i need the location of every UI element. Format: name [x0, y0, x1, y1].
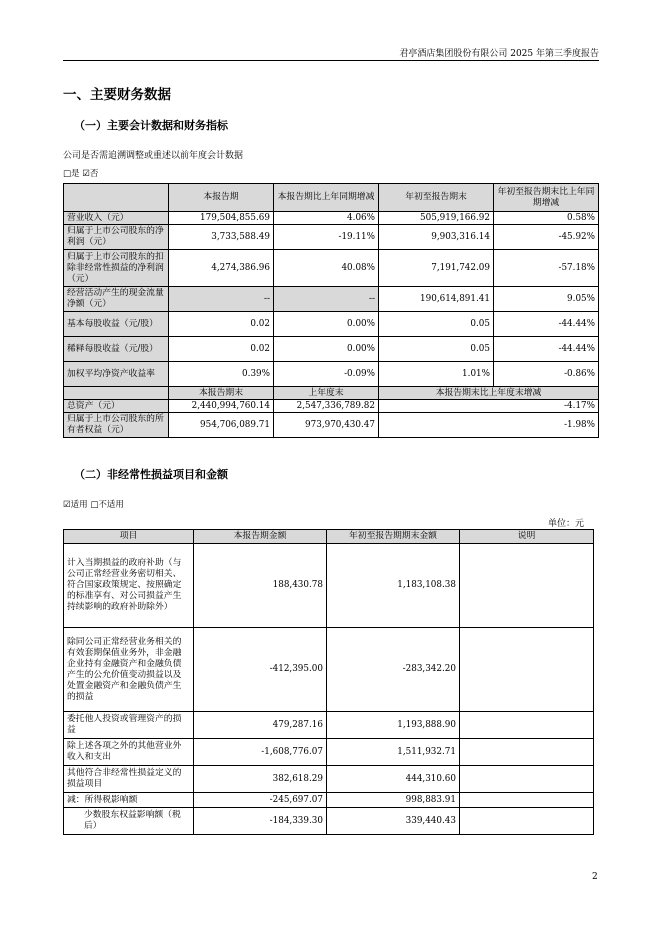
- table-header-cell: 年初至报告期末: [379, 184, 494, 212]
- row-label: 基本每股收益（元/股）: [64, 312, 169, 337]
- row-label: 稀释每股收益（元/股）: [64, 337, 169, 362]
- retro-adjust-checkbox: □是 ☑否: [63, 169, 99, 179]
- table-cell: --: [169, 287, 274, 312]
- table-cell: 9,903,316.14: [379, 225, 494, 250]
- table-cell: [460, 628, 594, 712]
- retro-adjust-question: 公司是否需追溯调整或重述以前年度会计数据: [63, 151, 244, 161]
- table-cell: 4,274,386.96: [169, 250, 274, 287]
- table-cell: -45.92%: [494, 225, 599, 250]
- applicability-checkbox: ☑适用 □不适用: [63, 500, 124, 510]
- row-label: 总资产（元）: [64, 400, 169, 413]
- table-header-cell: 本报告期金额: [194, 530, 327, 544]
- table-cell: -0.09%: [274, 362, 379, 387]
- table-header-row: [64, 184, 599, 212]
- table-cell: 0.02: [169, 312, 274, 337]
- row-label: 减：所得税影响额: [64, 793, 194, 808]
- table-cell: [460, 808, 594, 835]
- table-cell: 382,618.29: [194, 766, 327, 793]
- table-header-cell: [64, 184, 169, 212]
- table-row: [64, 312, 599, 337]
- table-header-cell: 本报告期末: [169, 387, 274, 400]
- row-label: 加权平均净资产收益率: [64, 362, 169, 387]
- table-cell: 9.05%: [494, 287, 599, 312]
- section-title: 一、主要财务数据: [63, 87, 171, 103]
- table-cell: 0.58%: [494, 212, 599, 225]
- non-recurring-items-table: [63, 529, 594, 835]
- table-cell: 998,883.91: [327, 793, 460, 808]
- table-cell: --: [274, 287, 379, 312]
- table-cell: 0.02: [169, 337, 274, 362]
- table-cell: -184,339.30: [194, 808, 327, 835]
- table-header-cell: 本报告期末比上年度末增减: [379, 387, 599, 400]
- table-header-row: [64, 530, 594, 544]
- row-label: 营业收入（元）: [64, 212, 169, 225]
- table-cell: 4.06%: [274, 212, 379, 225]
- table-cell: 188,430.78: [194, 544, 327, 628]
- table-cell: 505,919,166.92: [379, 212, 494, 225]
- table-header-cell: 年初至报告期末比上年同期增减: [494, 184, 599, 212]
- table-cell: [460, 544, 594, 628]
- table-row: [64, 250, 599, 287]
- table-header-cell: 本报告期比上年同期增减: [274, 184, 379, 212]
- table-cell: 190,614,891.41: [379, 287, 494, 312]
- table-row: [64, 712, 594, 739]
- table-row: [64, 413, 599, 438]
- row-label: 除同公司正常经营业务相关的有效套期保值业务外，非金融企业持有金融资产和金融负债产生的公允价值变动损益以及处置金融资产和金融负债产生的损益: [64, 628, 194, 712]
- row-label: 归属于上市公司股东的扣除非经常性损益的净利润（元）: [64, 250, 169, 287]
- table-header-cell: 项目: [64, 530, 194, 544]
- table-cell: 179,504,855.69: [169, 212, 274, 225]
- table-row: [64, 544, 594, 628]
- row-label: 归属于上市公司股东的净利润（元）: [64, 225, 169, 250]
- table-cell: 7,191,742.09: [379, 250, 494, 287]
- table-row: [64, 739, 594, 766]
- table-cell: 3,733,588.49: [169, 225, 274, 250]
- table-header-cell: 本报告期: [169, 184, 274, 212]
- row-label: 计入当期损益的政府补助（与公司正常经营业务密切相关、符合国家政策规定、按照确定的标准享有、对公司损益产生持续影响的政府补助除外）: [64, 544, 194, 628]
- table-cell: -283,342.20: [327, 628, 460, 712]
- subsection-title-non-recurring: （二）非经常性损益项目和金额: [74, 468, 228, 481]
- table-row: [64, 362, 599, 387]
- row-label: 少数股东权益影响额（税后）: [64, 808, 194, 835]
- table-cell: 954,706,089.71: [169, 413, 274, 438]
- table-cell: 1.01%: [379, 362, 494, 387]
- table-row: [64, 212, 599, 225]
- table-row: [64, 337, 599, 362]
- table-cell: 444,310.60: [327, 766, 460, 793]
- row-label: 其他符合非经常性损益定义的损益项目: [64, 766, 194, 793]
- table-cell: [460, 766, 594, 793]
- table-cell: -57.18%: [494, 250, 599, 287]
- table-header-cell: 上年度末: [274, 387, 379, 400]
- table-header-cell: 年初至报告期期末金额: [327, 530, 460, 544]
- table-cell: -4.17%: [379, 400, 599, 413]
- table-cell: [460, 739, 594, 766]
- table-row: [64, 225, 599, 250]
- row-label: 除上述各项之外的其他营业外收入和支出: [64, 739, 194, 766]
- table-cell: 1,183,108.38: [327, 544, 460, 628]
- table-cell: [460, 712, 594, 739]
- unit-label: 单位：元: [548, 519, 585, 529]
- table-row: [64, 766, 594, 793]
- table-cell: 2,440,994,760.14: [169, 400, 274, 413]
- table-cell: 0.00%: [274, 312, 379, 337]
- table-row: [64, 808, 594, 835]
- table-header-cell: 说明: [460, 530, 594, 544]
- table-cell: -0.86%: [494, 362, 599, 387]
- table-cell: -19.11%: [274, 225, 379, 250]
- table-cell: [460, 793, 594, 808]
- table-cell: 0.05: [379, 312, 494, 337]
- table-cell: 339,440.43: [327, 808, 460, 835]
- table-row: [64, 628, 594, 712]
- table-row: [64, 793, 594, 808]
- table-cell: -245,697.07: [194, 793, 327, 808]
- table-header-cell: [64, 387, 169, 400]
- row-label: 经营活动产生的现金流量净额（元）: [64, 287, 169, 312]
- table-cell: -412,395.00: [194, 628, 327, 712]
- table-cell: -44.44%: [494, 337, 599, 362]
- subsection-title-financial-indicators: （一）主要会计数据和财务指标: [74, 119, 228, 132]
- table-cell: 479,287.16: [194, 712, 327, 739]
- header-rule: [63, 60, 599, 61]
- table-cell: -44.44%: [494, 312, 599, 337]
- table-cell: 0.00%: [274, 337, 379, 362]
- table-row: [64, 400, 599, 413]
- table-cell: 1,193,888.90: [327, 712, 460, 739]
- table-cell: -1.98%: [379, 413, 599, 438]
- row-label: 委托他人投资或管理资产的损益: [64, 712, 194, 739]
- page-number: 2: [592, 872, 598, 882]
- table-cell: 0.39%: [169, 362, 274, 387]
- table-cell: 0.05: [379, 337, 494, 362]
- running-header: 君亭酒店集团股份有限公司 2025 年第三季度报告: [399, 49, 599, 59]
- table-subheader-row: [64, 387, 599, 400]
- table-cell: 973,970,430.47: [274, 413, 379, 438]
- table-cell: 2,547,336,789.82: [274, 400, 379, 413]
- key-financial-data-table: [63, 183, 599, 438]
- row-label: 归属于上市公司股东的所有者权益（元）: [64, 413, 169, 438]
- table-cell: 1,511,932.71: [327, 739, 460, 766]
- table-cell: -1,608,776.07: [194, 739, 327, 766]
- table-cell: 40.08%: [274, 250, 379, 287]
- table-row: [64, 287, 599, 312]
